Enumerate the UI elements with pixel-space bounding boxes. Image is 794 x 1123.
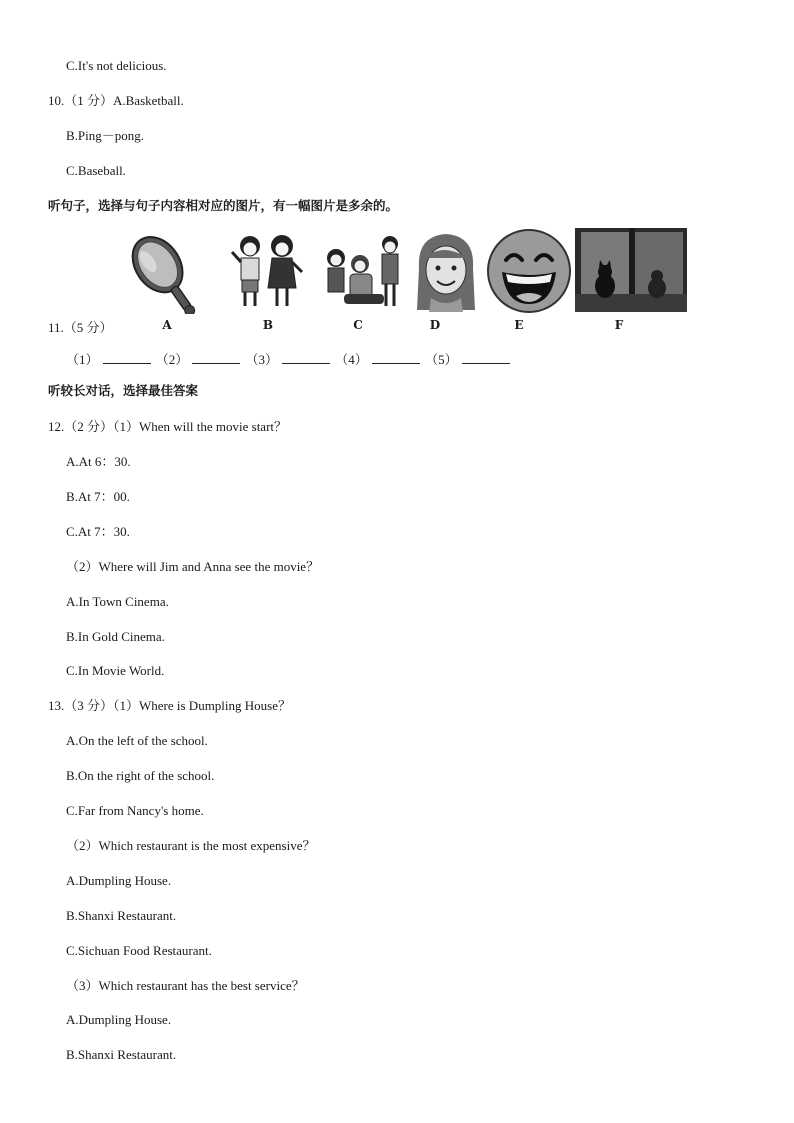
q13-1-option-a: A.On the left of the school.: [66, 733, 208, 748]
q10-stem: 10.（1 分）A.Basketball.: [48, 93, 184, 108]
answer-blank-5[interactable]: [462, 351, 510, 364]
picture-label-f: F: [614, 318, 624, 332]
q13-stem: 13.（3 分）（1）Where is Dumpling House？: [48, 698, 292, 713]
q12-2-stem: （2）Where will Jim and Anna see the movie？: [66, 559, 320, 574]
q10-option-b: B.Ping－pong.: [66, 128, 145, 143]
q13-1-option-c: C.Far from Nancy's home.: [66, 803, 204, 818]
q12-2-option-b: B.In Gold Cinema.: [66, 629, 165, 644]
answer-blank-3[interactable]: [282, 351, 330, 364]
answer-blank-4[interactable]: [372, 351, 420, 364]
picture-label-b: B: [262, 318, 274, 332]
q13-3-option-a: A.Dumpling House.: [66, 1012, 172, 1027]
hand-mirror-icon: [122, 228, 214, 314]
blank-label-1: （1）: [66, 352, 99, 367]
two-children-icon: [228, 228, 308, 314]
q13-2-option-a: A.Dumpling House.: [66, 873, 172, 888]
blank-label-5: （5）: [425, 352, 458, 367]
q12-2-option-c: C.In Movie World.: [66, 663, 165, 678]
q13-3-option-b: B.Shanxi Restaurant.: [66, 1047, 177, 1062]
q13-2-option-b: B.Shanxi Restaurant.: [66, 908, 177, 923]
q13-3-stem: （3）Which restaurant has the best service？: [66, 978, 305, 993]
picture-label-e: E: [514, 318, 524, 332]
answer-blank-1[interactable]: [103, 351, 151, 364]
picture-label-c: C: [353, 318, 363, 332]
q11-stem: 11.（5 分）: [48, 320, 113, 335]
cat-at-window-photo: [575, 228, 687, 314]
picture-label-d: D: [429, 318, 441, 332]
q12-2-option-a: A.In Town Cinema.: [66, 594, 169, 609]
q12-1-option-a: A.At 6：30.: [66, 454, 131, 469]
q11-answer-blanks: [66, 349, 512, 368]
q12-1-option-c: C.At 7：30.: [66, 524, 130, 539]
q10-option-c: C.Baseball.: [66, 163, 126, 178]
section-heading-dialogue: 听较长对话，选择最佳答案: [48, 383, 199, 398]
q12-stem: 12.（2 分）（1）When will the movie start？: [48, 419, 288, 434]
q13-2-stem: （2）Which restaurant is the most expensive？: [66, 838, 316, 853]
picture-label-a: A: [162, 318, 172, 332]
blank-label-4: （4）: [335, 352, 368, 367]
q12-1-option-b: B.At 7：00.: [66, 489, 130, 504]
q9-option-c: C.It's not delicious.: [66, 58, 167, 73]
smiling-girl-icon: [413, 228, 479, 314]
family-icon: [322, 228, 408, 314]
blank-label-2: （2）: [155, 352, 189, 367]
answer-blank-2[interactable]: [192, 351, 240, 364]
q13-2-option-c: C.Sichuan Food Restaurant.: [66, 943, 212, 958]
section-heading-pictures: 听句子，选择与句子内容相对应的图片，有一幅图片是多余的。: [48, 198, 399, 213]
laughing-emoji-icon: [486, 228, 572, 314]
q13-1-option-b: B.On the right of the school.: [66, 768, 215, 783]
blank-label-3: （3）: [245, 352, 279, 367]
